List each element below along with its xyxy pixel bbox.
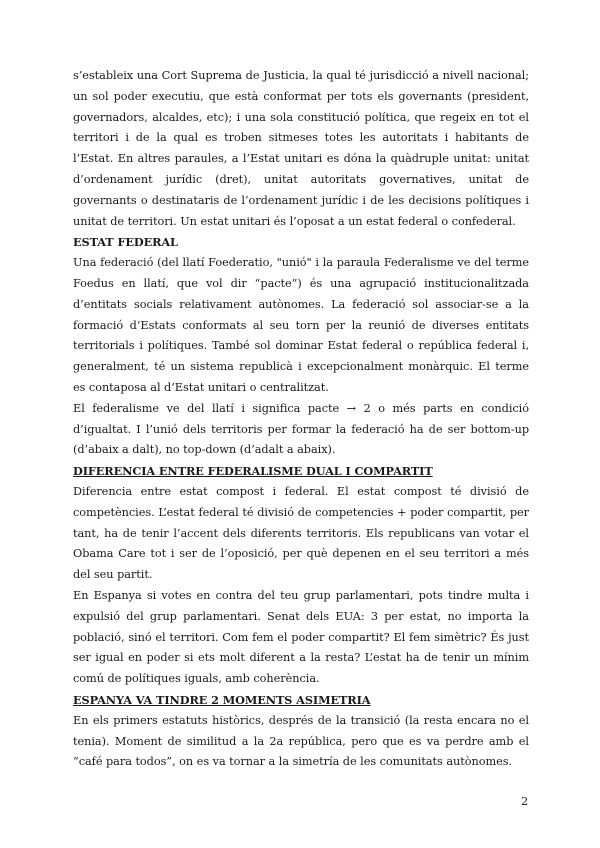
document-page bbox=[73, 66, 529, 773]
paragraph-unitary-state: s’estableix una Cort Suprema de Justicia, la qual té jurisdicció a nivell nacional; un sol poder executiu, que està conformat per tots els governants (president, governadors, alcaldes, etc); i una sola constitució política, que regeix en tot el territori i de la qual es troben sitmeses totes les autoritats i habitants de l’Estat. En altres paraules, a l’Estat unitari es dóna la quàdruple unitat: unitat d’ordenament jurídic (dret), unitat autoritats governatives, unitat de governants o destinataris de l’ordenament jurídic i de les decisions polítiques i unitat de territori. Un estat unitari és l’oposat a un estat federal o confederal. bbox=[73, 69, 529, 228]
page-number: 2 bbox=[521, 795, 529, 808]
heading-spain-asymmetry: ESPANYA VA TINDRE 2 MOMENTS ASIMETRIA bbox=[73, 692, 371, 707]
heading-dual-vs-shared: DIFERENCIA ENTRE FEDERALISME DUAL I COMPARTIT bbox=[73, 464, 433, 479]
paragraph-spain-parliament: En Espanya si votes en contra del teu grup parlamentari, pots tindre multa i expulsió del grup parlamentari. Senat dels EUA: 3 per estat, no importa la població, sinó el territori. Com fem el poder compartit? El fem simètric? És just ser igual en poder si ets molt diferent a la resta? L’estat ha de tenir un mínim comú de polítiques iguals, amb coherència. bbox=[73, 588, 529, 686]
paragraph-compound-vs-federal: Diferencia entre estat compost i federal. El estat compost té divisió de competències. L’estat federal té divisió de competencies + poder compartit, per tant, ha de tenir l’accent dels diferents territoris. Els republicans van votar el Obama Care tot i ser de l’oposició, per què depenen en el seu territori a més del seu partit. bbox=[73, 484, 529, 582]
paragraph-spain-statutes: En els primers estatuts històrics, després de la transició (la resta encara no el tenia). Moment de similitud a la 2a república, pero que es va perdre amb el “café para todos”, on es va tornar a la simetría de les comunitats autònomes. bbox=[73, 713, 529, 769]
paragraph-federalism-meaning: El federalisme ve del llatí i significa pacte → 2 o més parts en condició d’igualtat. I l’unió dels territoris per formar la federació ha de ser bottom-up (d’abaix a dalt), no top-down (d’adalt a abaix). bbox=[73, 401, 529, 457]
heading-estat-federal: ESTAT FEDERAL bbox=[73, 235, 178, 250]
paragraph-federation-definition: Una federació (del llatí Foederatio, "unió" i la paraula Federalisme ve del terme Foedus en llatí, que vol dir “pacte”) és una agrupació institucionalitzada d’entitats socials relativament autònomes. La federació sol associar-se a la formació d’Estats conformats al seu torn per la reunió de diverses entitats territorials i polítiques. També sol dominar Estat federal o república federal i, generalment, té un sistema republicà i excepcionalment monàrquic. El terme es contaposa al d’Estat unitari o centralitzat. bbox=[73, 256, 529, 394]
